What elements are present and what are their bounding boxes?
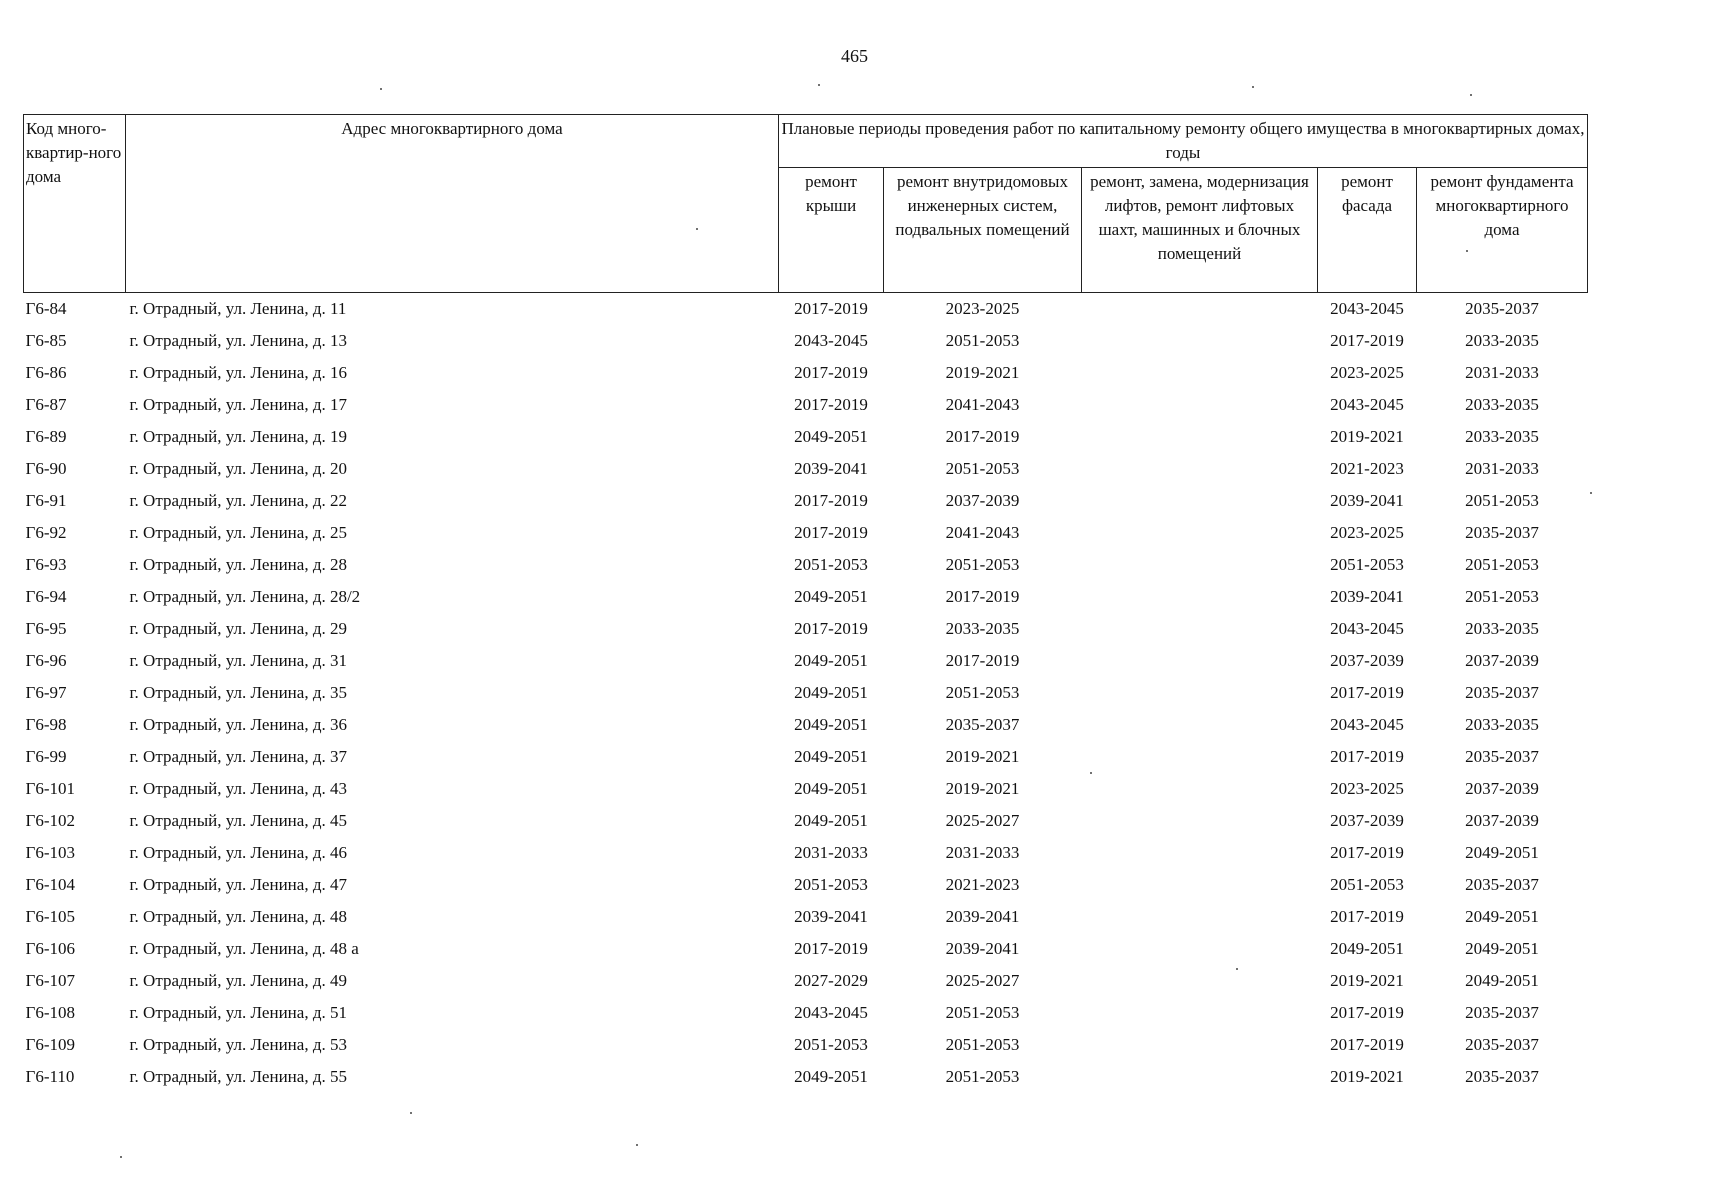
house-address: г. Отрадный, ул. Ленина, д. 35 — [129, 683, 347, 702]
house-code: Г6-101 — [25, 779, 75, 798]
foundation-period: 2031-2033 — [1465, 363, 1539, 382]
lifts-period — [1082, 933, 1318, 965]
house-address: г. Отрадный, ул. Ленина, д. 45 — [129, 811, 347, 830]
house-code: Г6-103 — [25, 843, 75, 862]
lifts-period — [1082, 901, 1318, 933]
scan-speck — [410, 1112, 412, 1114]
facade-period: 2023-2025 — [1330, 363, 1404, 382]
facade-period: 2017-2019 — [1330, 747, 1404, 766]
roof-period: 2049-2051 — [794, 1067, 868, 1086]
foundation-period: 2037-2039 — [1465, 779, 1539, 798]
systems-period: 2023-2025 — [945, 299, 1020, 318]
table-row — [24, 485, 1588, 517]
house-code: Г6-87 — [25, 395, 67, 414]
table-row — [24, 581, 1588, 613]
roof-period: 2043-2045 — [794, 331, 868, 350]
roof-period: 2017-2019 — [794, 395, 868, 414]
systems-period: 2017-2019 — [945, 587, 1020, 606]
roof-period: 2017-2019 — [794, 299, 868, 318]
roof-period: 2051-2053 — [794, 1035, 868, 1054]
lifts-period — [1082, 773, 1318, 805]
lifts-period — [1082, 677, 1318, 709]
house-address: г. Отрадный, ул. Ленина, д. 22 — [129, 491, 347, 510]
facade-period: 2017-2019 — [1330, 331, 1404, 350]
facade-period: 2019-2021 — [1330, 427, 1404, 446]
foundation-period: 2035-2037 — [1465, 523, 1539, 542]
facade-period: 2037-2039 — [1330, 811, 1404, 830]
facade-period: 2017-2019 — [1330, 907, 1404, 926]
roof-period: 2027-2029 — [794, 971, 868, 990]
lifts-period — [1082, 997, 1318, 1029]
table-row — [24, 453, 1588, 485]
header-lifts: ремонт, замена, модернизация лифтов, ремонт лифтовых шахт, машинных и блочных помещений — [1082, 168, 1318, 293]
lifts-period — [1082, 549, 1318, 581]
systems-period: 2041-2043 — [945, 523, 1020, 542]
table-row — [24, 677, 1588, 709]
roof-period: 2049-2051 — [794, 715, 868, 734]
foundation-period: 2035-2037 — [1465, 875, 1539, 894]
foundation-period: 2037-2039 — [1465, 651, 1539, 670]
lifts-period — [1082, 293, 1318, 326]
facade-period: 2051-2053 — [1330, 555, 1404, 574]
facade-period: 2017-2019 — [1330, 683, 1404, 702]
foundation-period: 2035-2037 — [1465, 1067, 1539, 1086]
lifts-period — [1082, 805, 1318, 837]
systems-period: 2019-2021 — [945, 363, 1020, 382]
house-address: г. Отрадный, ул. Ленина, д. 25 — [129, 523, 347, 542]
lifts-period — [1082, 741, 1318, 773]
roof-period: 2017-2019 — [794, 523, 868, 542]
table-row — [24, 901, 1588, 933]
roof-period: 2049-2051 — [794, 587, 868, 606]
table-row — [24, 1061, 1588, 1093]
table-row — [24, 709, 1588, 741]
table-row — [24, 325, 1588, 357]
lifts-period — [1082, 965, 1318, 997]
foundation-period: 2031-2033 — [1465, 459, 1539, 478]
systems-period: 2051-2053 — [945, 1035, 1020, 1054]
lifts-period — [1082, 613, 1318, 645]
foundation-period: 2033-2035 — [1465, 395, 1539, 414]
header-facade: ремонт фасада — [1318, 168, 1417, 293]
foundation-period: 2049-2051 — [1465, 907, 1539, 926]
house-address: г. Отрадный, ул. Ленина, д. 28/2 — [129, 587, 361, 606]
facade-period: 2017-2019 — [1330, 1003, 1404, 1022]
house-address: г. Отрадный, ул. Ленина, д. 13 — [129, 331, 347, 350]
foundation-period: 2035-2037 — [1465, 683, 1539, 702]
house-code: Г6-85 — [25, 331, 67, 350]
house-address: г. Отрадный, ул. Ленина, д. 11 — [129, 299, 347, 318]
foundation-period: 2049-2051 — [1465, 939, 1539, 958]
table-row — [24, 869, 1588, 901]
roof-period: 2051-2053 — [794, 555, 868, 574]
facade-period: 2051-2053 — [1330, 875, 1404, 894]
table-row — [24, 645, 1588, 677]
header-address: Адрес многоквартирного дома — [126, 115, 779, 293]
house-code: Г6-104 — [25, 875, 75, 894]
house-code: Г6-90 — [25, 459, 67, 478]
table-row — [24, 357, 1588, 389]
table-row — [24, 805, 1588, 837]
roof-period: 2043-2045 — [794, 1003, 868, 1022]
page-number: 465 — [841, 46, 868, 66]
header-periods: Плановые периоды проведения работ по капитальному ремонту общего имущества в многоквартирных домах, годы — [779, 115, 1588, 168]
lifts-period — [1082, 325, 1318, 357]
lifts-period — [1082, 453, 1318, 485]
house-code: Г6-84 — [25, 299, 67, 318]
house-address: г. Отрадный, ул. Ленина, д. 19 — [129, 427, 347, 446]
foundation-period: 2051-2053 — [1465, 555, 1539, 574]
foundation-period: 2051-2053 — [1465, 491, 1539, 510]
house-code: Г6-91 — [25, 491, 67, 510]
house-address: г. Отрадный, ул. Ленина, д. 47 — [129, 875, 347, 894]
systems-period: 2033-2035 — [945, 619, 1020, 638]
scan-speck — [1470, 94, 1472, 96]
house-code: Г6-99 — [25, 747, 67, 766]
foundation-period: 2033-2035 — [1465, 427, 1539, 446]
house-address: г. Отрадный, ул. Ленина, д. 36 — [129, 715, 347, 734]
table-row — [24, 837, 1588, 869]
facade-period: 2019-2021 — [1330, 971, 1404, 990]
house-address: г. Отрадный, ул. Ленина, д. 53 — [129, 1035, 347, 1054]
systems-period: 2051-2053 — [945, 331, 1020, 350]
house-address: г. Отрадный, ул. Ленина, д. 43 — [129, 779, 347, 798]
facade-period: 2043-2045 — [1330, 715, 1404, 734]
foundation-period: 2049-2051 — [1465, 971, 1539, 990]
systems-period: 2051-2053 — [945, 1003, 1020, 1022]
house-code: Г6-109 — [25, 1035, 75, 1054]
facade-period: 2017-2019 — [1330, 843, 1404, 862]
roof-period: 2049-2051 — [794, 427, 868, 446]
roof-period: 2049-2051 — [794, 651, 868, 670]
roof-period: 2049-2051 — [794, 811, 868, 830]
house-code: Г6-102 — [25, 811, 75, 830]
house-address: г. Отрадный, ул. Ленина, д. 49 — [129, 971, 347, 990]
systems-period: 2019-2021 — [945, 747, 1020, 766]
systems-period: 2037-2039 — [945, 491, 1020, 510]
facade-period: 2039-2041 — [1330, 491, 1404, 510]
house-address: г. Отрадный, ул. Ленина, д. 20 — [129, 459, 347, 478]
systems-period: 2017-2019 — [945, 427, 1020, 446]
table-row — [24, 517, 1588, 549]
systems-period: 2051-2053 — [945, 459, 1020, 478]
house-code: Г6-98 — [25, 715, 67, 734]
systems-period: 2025-2027 — [945, 811, 1020, 830]
systems-period: 2051-2053 — [945, 683, 1020, 702]
house-code: Г6-92 — [25, 523, 67, 542]
systems-period: 2039-2041 — [945, 939, 1020, 958]
house-address: г. Отрадный, ул. Ленина, д. 48 а — [129, 939, 359, 958]
table-row — [24, 421, 1588, 453]
systems-period: 2035-2037 — [945, 715, 1020, 734]
scan-speck — [818, 84, 820, 86]
foundation-period: 2051-2053 — [1465, 587, 1539, 606]
foundation-period: 2033-2035 — [1465, 715, 1539, 734]
house-code: Г6-105 — [25, 907, 75, 926]
table-header — [24, 115, 1588, 293]
lifts-period — [1082, 869, 1318, 901]
house-code: Г6-106 — [25, 939, 75, 958]
foundation-period: 2033-2035 — [1465, 619, 1539, 638]
systems-period: 2031-2033 — [945, 843, 1020, 862]
header-code: Код много-квартир-ного дома — [24, 115, 126, 293]
table-row — [24, 293, 1588, 326]
facade-period: 2023-2025 — [1330, 779, 1404, 798]
facade-period: 2021-2023 — [1330, 459, 1404, 478]
house-code: Г6-93 — [25, 555, 67, 574]
systems-period: 2041-2043 — [945, 395, 1020, 414]
systems-period: 2051-2053 — [945, 1067, 1020, 1086]
roof-period: 2017-2019 — [794, 363, 868, 382]
foundation-period: 2035-2037 — [1465, 1035, 1539, 1054]
roof-period: 2039-2041 — [794, 907, 868, 926]
facade-period: 2037-2039 — [1330, 651, 1404, 670]
house-address: г. Отрадный, ул. Ленина, д. 29 — [129, 619, 347, 638]
facade-period: 2019-2021 — [1330, 1067, 1404, 1086]
table-row — [24, 741, 1588, 773]
foundation-period: 2035-2037 — [1465, 747, 1539, 766]
facade-period: 2049-2051 — [1330, 939, 1404, 958]
roof-period: 2049-2051 — [794, 683, 868, 702]
scan-speck — [636, 1144, 638, 1146]
header-foundation: ремонт фундамента многоквартирного дома — [1417, 168, 1588, 293]
lifts-period — [1082, 357, 1318, 389]
table-row — [24, 613, 1588, 645]
scan-speck — [120, 1156, 122, 1158]
house-address: г. Отрадный, ул. Ленина, д. 16 — [129, 363, 347, 382]
house-address: г. Отрадный, ул. Ленина, д. 48 — [129, 907, 347, 926]
foundation-period: 2033-2035 — [1465, 331, 1539, 350]
table-row — [24, 997, 1588, 1029]
roof-period: 2051-2053 — [794, 875, 868, 894]
house-code: Г6-97 — [25, 683, 67, 702]
house-code: Г6-107 — [25, 971, 75, 990]
roof-period: 2049-2051 — [794, 779, 868, 798]
systems-period: 2019-2021 — [945, 779, 1020, 798]
roof-period: 2049-2051 — [794, 747, 868, 766]
table-row — [24, 389, 1588, 421]
lifts-period — [1082, 1061, 1318, 1093]
roof-period: 2039-2041 — [794, 459, 868, 478]
systems-period: 2025-2027 — [945, 971, 1020, 990]
lifts-period — [1082, 389, 1318, 421]
systems-period: 2039-2041 — [945, 907, 1020, 926]
roof-period: 2017-2019 — [794, 619, 868, 638]
systems-period: 2021-2023 — [945, 875, 1020, 894]
house-address: г. Отрадный, ул. Ленина, д. 17 — [129, 395, 347, 414]
lifts-period — [1082, 421, 1318, 453]
table-body — [24, 293, 1588, 1094]
facade-period: 2043-2045 — [1330, 299, 1404, 318]
house-code: Г6-108 — [25, 1003, 75, 1022]
house-code: Г6-96 — [25, 651, 67, 670]
house-code: Г6-95 — [25, 619, 67, 638]
house-address: г. Отрадный, ул. Ленина, д. 51 — [129, 1003, 347, 1022]
scan-speck — [380, 88, 382, 90]
house-address: г. Отрадный, ул. Ленина, д. 46 — [129, 843, 347, 862]
lifts-period — [1082, 837, 1318, 869]
table-row — [24, 773, 1588, 805]
facade-period: 2039-2041 — [1330, 587, 1404, 606]
lifts-period — [1082, 517, 1318, 549]
scan-speck — [1252, 86, 1254, 88]
roof-period: 2017-2019 — [794, 491, 868, 510]
roof-period: 2017-2019 — [794, 939, 868, 958]
foundation-period: 2037-2039 — [1465, 811, 1539, 830]
facade-period: 2017-2019 — [1330, 1035, 1404, 1054]
house-code: Г6-94 — [25, 587, 67, 606]
house-address: г. Отрадный, ул. Ленина, д. 55 — [129, 1067, 347, 1086]
table-row — [24, 1029, 1588, 1061]
house-address: г. Отрадный, ул. Ленина, д. 28 — [129, 555, 347, 574]
lifts-period — [1082, 581, 1318, 613]
house-code: Г6-86 — [25, 363, 67, 382]
house-code: Г6-89 — [25, 427, 67, 446]
lifts-period — [1082, 709, 1318, 741]
header-roof: ремонт крыши — [779, 168, 884, 293]
capital-repair-table — [23, 114, 1588, 1093]
facade-period: 2043-2045 — [1330, 619, 1404, 638]
house-address: г. Отрадный, ул. Ленина, д. 31 — [129, 651, 347, 670]
lifts-period — [1082, 1029, 1318, 1061]
systems-period: 2051-2053 — [945, 555, 1020, 574]
house-code: Г6-110 — [25, 1067, 75, 1086]
foundation-period: 2035-2037 — [1465, 1003, 1539, 1022]
facade-period: 2043-2045 — [1330, 395, 1404, 414]
table-row — [24, 933, 1588, 965]
foundation-period: 2049-2051 — [1465, 843, 1539, 862]
facade-period: 2023-2025 — [1330, 523, 1404, 542]
foundation-period: 2035-2037 — [1465, 299, 1539, 318]
scan-speck — [1590, 492, 1592, 494]
table-row — [24, 965, 1588, 997]
header-systems: ремонт внутридомовых инженерных систем, подвальных помещений — [884, 168, 1082, 293]
table-row — [24, 549, 1588, 581]
lifts-period — [1082, 485, 1318, 517]
house-address: г. Отрадный, ул. Ленина, д. 37 — [129, 747, 347, 766]
roof-period: 2031-2033 — [794, 843, 868, 862]
systems-period: 2017-2019 — [945, 651, 1020, 670]
lifts-period — [1082, 645, 1318, 677]
